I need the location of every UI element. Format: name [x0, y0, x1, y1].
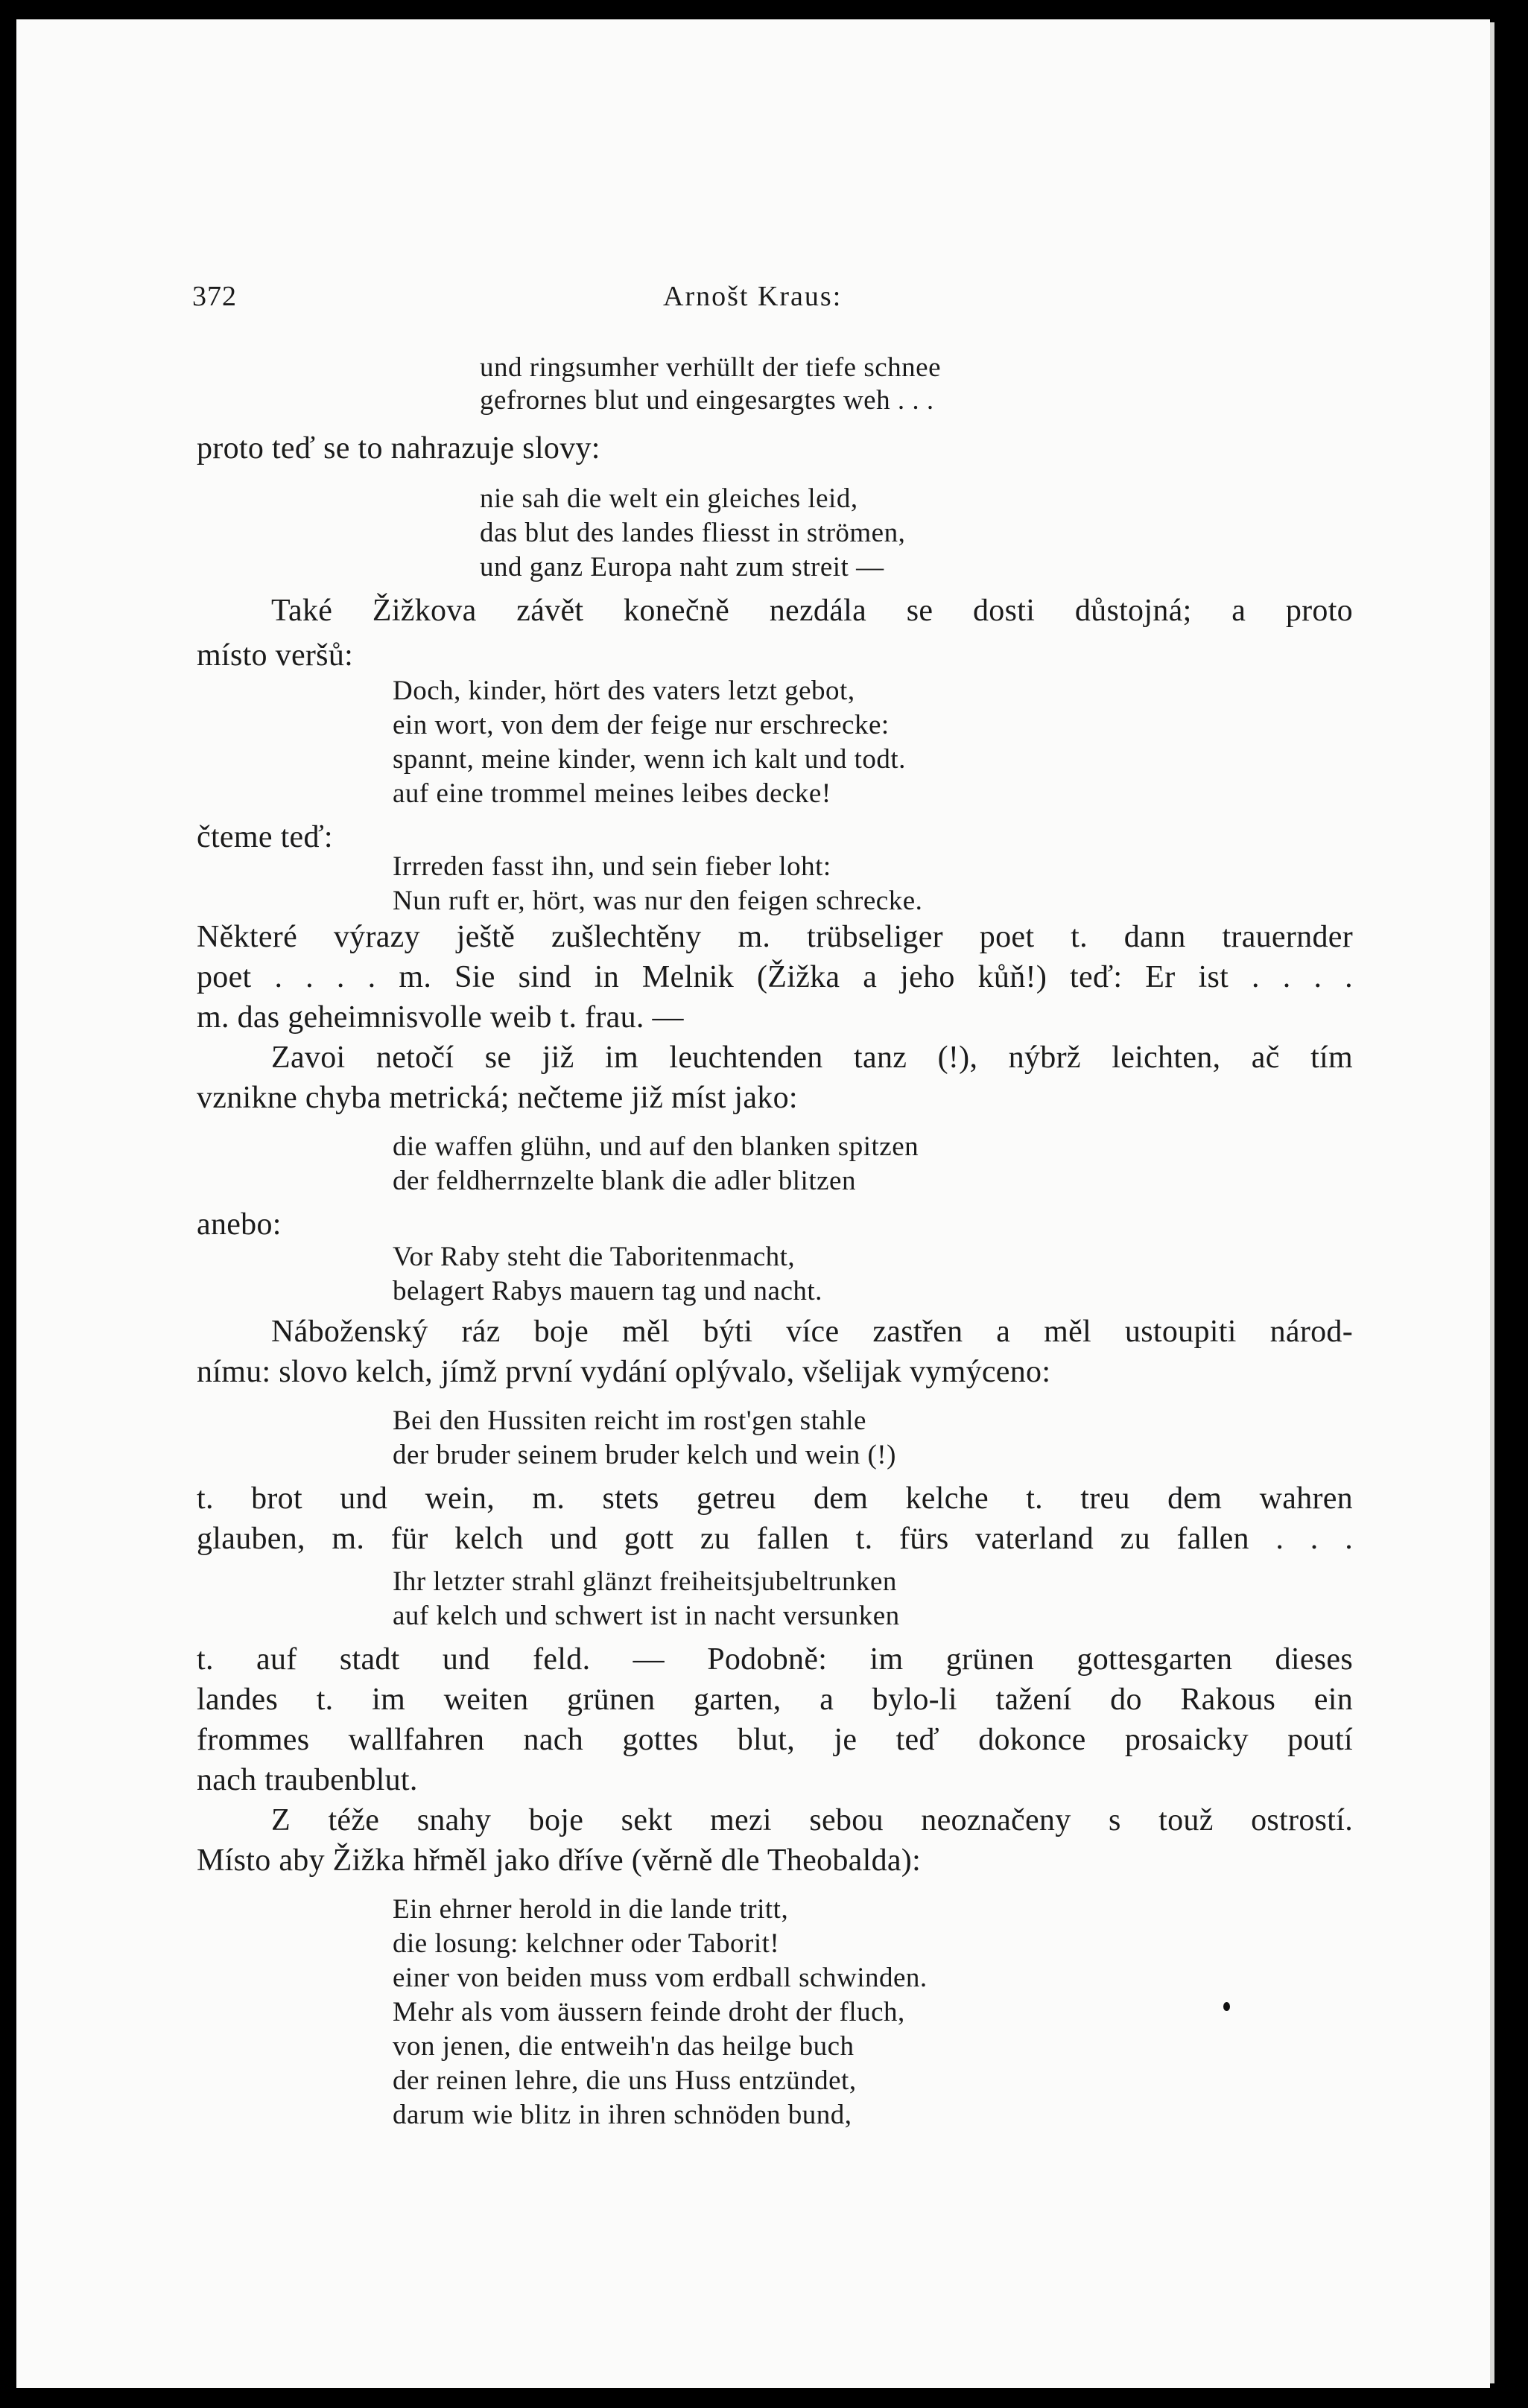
prose-line: Zavoi netočí se již im leuchtenden tanz (!), nýbrž leichten, ač tím — [271, 1041, 1353, 1075]
prose-line: nach traubenblut. — [197, 1763, 418, 1797]
page-number: 372 — [192, 281, 237, 312]
verse-line: Bei den Hussiten reicht im rost'gen stahle — [393, 1405, 866, 1436]
verse-line: Ein ehrner herold in die lande tritt, — [393, 1894, 789, 1925]
verse-line: und ringsumher verhüllt der tiefe schnee — [480, 352, 941, 383]
prose-line: Náboženský ráz boje měl býti více zastřen a měl ustoupiti národ- — [271, 1315, 1353, 1349]
verse-line: und ganz Europa naht zum streit — — [480, 552, 884, 582]
verse-line: Irrreden fasst ihn, und sein fieber loht: — [393, 851, 831, 882]
prose-line: proto teď se to nahrazuje slovy: — [197, 431, 600, 466]
prose-line: nímu: slovo kelch, jímž první vydání oplývalo, všelijak vymýceno: — [197, 1355, 1051, 1389]
prose-line: čteme teď: — [197, 820, 333, 854]
verse-line: Doch, kinder, hört des vaters letzt gebot, — [393, 676, 855, 706]
prose-line: glauben, m. für kelch und gott zu fallen t. fürs vaterland zu fallen . . . — [197, 1522, 1353, 1556]
verse-line: Mehr als vom äussern feinde droht der fluch, — [393, 1997, 905, 2027]
verse-line: Vor Raby steht die Taboritenmacht, — [393, 1242, 796, 1272]
prose-line: vznikne chyba metrická; nečteme již míst jako: — [197, 1081, 798, 1115]
prose-line: Místo aby Žižka hřměl jako dříve (věrně dle Theobalda): — [197, 1843, 922, 1878]
verse-line: gefrornes blut und eingesargtes weh . . . — [480, 385, 934, 416]
prose-line: m. das geheimnisvolle weib t. frau. — — [197, 1000, 684, 1035]
verse-line: nie sah die welt ein gleiches leid, — [480, 483, 858, 514]
verse-line: die waffen glühn, und auf den blanken spitzen — [393, 1131, 919, 1162]
page-header — [16, 280, 1490, 325]
prose-line: Některé výrazy ještě zušlechtěny m. trübseliger poet t. dann trauernder — [197, 920, 1353, 954]
prose-line: t. auf stadt und feld. — Podobně: im grünen gottesgarten dieses — [197, 1642, 1353, 1677]
verse-line: Ihr letzter strahl glänzt freiheitsjubeltrunken — [393, 1566, 897, 1597]
verse-line: der feldherrnzelte blank die adler blitzen — [393, 1166, 856, 1196]
verse-line: Nun ruft er, hört, was nur den feigen schrecke. — [393, 886, 923, 916]
prose-line: poet . . . . m. Sie sind in Melnik (Žižka a jeho kůň!) teď: Er ist . . . . — [197, 960, 1353, 994]
verse-line: ein wort, von dem der feige nur erschrecke: — [393, 710, 890, 740]
prose-line: místo veršů: — [197, 638, 354, 673]
verse-line: auf eine trommel meines leibes decke! — [393, 778, 831, 809]
prose-line: Také Žižkova závět konečně nezdála se dosti důstojná; a proto — [271, 594, 1353, 628]
scan-border — [1494, 22, 1528, 2408]
ink-speck — [1223, 2002, 1230, 2011]
prose-line: frommes wallfahren nach gottes blut, je teď dokonce prosaicky poutí — [197, 1723, 1353, 1757]
verse-line: die losung: kelchner oder Taborit! — [393, 1928, 780, 1959]
verse-line: spannt, meine kinder, wenn ich kalt und todt. — [393, 744, 906, 775]
verse-line: darum wie blitz in ihren schnöden bund, — [393, 2100, 852, 2130]
running-title: Arnošt Kraus: — [663, 281, 843, 312]
verse-line: der bruder seinem bruder kelch und wein (!) — [393, 1440, 896, 1470]
verse-line: von jenen, die entweih'n das heilge buch — [393, 2031, 855, 2062]
verse-line: belagert Rabys mauern tag und nacht. — [393, 1276, 822, 1306]
book-page — [16, 19, 1490, 2388]
verse-line: auf kelch und schwert ist in nacht versunken — [393, 1601, 900, 1631]
verse-line: das blut des landes fliesst in strömen, — [480, 518, 906, 548]
prose-line: Z téže snahy boje sekt mezi sebou neoznačeny s touž ostrostí. — [271, 1803, 1353, 1837]
verse-line: einer von beiden muss vom erdball schwinden. — [393, 1963, 928, 1993]
prose-line: landes t. im weiten grünen garten, a bylo-li tažení do Rakous ein — [197, 1683, 1353, 1717]
verse-line: der reinen lehre, die uns Huss entzündet, — [393, 2065, 857, 2096]
prose-line: t. brot und wein, m. stets getreu dem kelche t. treu dem wahren — [197, 1481, 1353, 1516]
prose-line: anebo: — [197, 1207, 282, 1242]
